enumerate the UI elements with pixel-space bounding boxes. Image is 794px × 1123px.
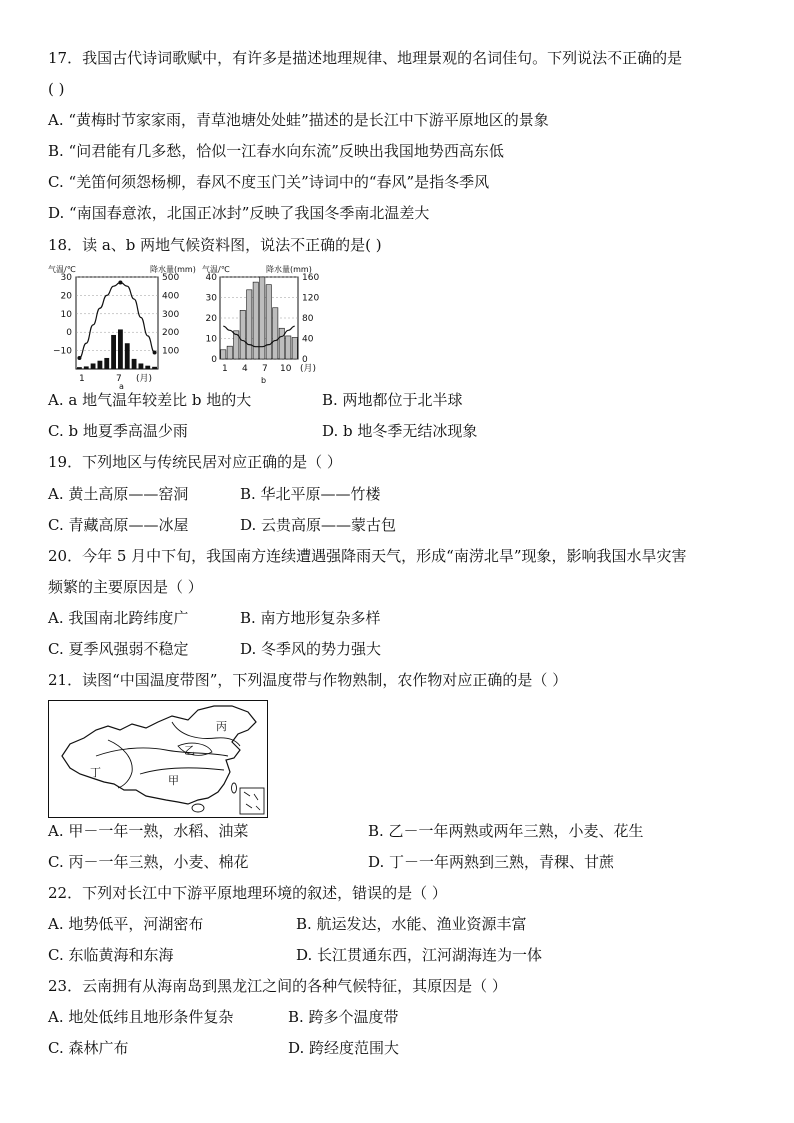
- q17-option-c: C. “羌笛何须怨杨柳，春风不度玉门关”诗词中的“春风”是指冬季风: [48, 173, 490, 191]
- q20-option-c: C. 夏季风强弱不稳定: [48, 640, 189, 658]
- chart-b-temp-axis-title: 气温/℃: [202, 265, 230, 274]
- chart-a-precip-tick: 200: [162, 328, 180, 339]
- q19-stem: 19．下列地区与传统民居对应正确的是（ ）: [48, 453, 342, 471]
- q17-stem-line2: ( ): [48, 80, 65, 98]
- map-label-jia: 甲: [168, 774, 179, 787]
- chart-a-precip-bar: [98, 361, 103, 369]
- chart-b-precip-tick: 120: [302, 293, 320, 304]
- chart-a-temp-point: [77, 356, 81, 360]
- chart-b-x-tick-10: 10: [280, 364, 292, 374]
- chart-a-precip-bar: [132, 359, 137, 369]
- chart-a-temp-point: [153, 350, 157, 354]
- chart-a-precip-tick: 100: [162, 346, 180, 357]
- q22-option-b: B. 航运发达，水能、渔业资源丰富: [296, 915, 527, 933]
- chart-a-precip-bar: [118, 329, 123, 369]
- q20-option-a: A. 我国南北跨纬度广: [48, 609, 189, 627]
- chart-b-precip-bar: [292, 337, 297, 359]
- chart-b-temp-tick: 40: [205, 273, 217, 283]
- south-china-sea-inset: [240, 788, 264, 814]
- q18-option-d: D. b 地冬季无结冰现象: [322, 422, 478, 440]
- chart-a-temp-point: [118, 281, 122, 285]
- chart-b-precip-bar: [266, 285, 271, 359]
- chart-b-precip-bar: [286, 336, 291, 359]
- chart-b-precip-bar: [240, 310, 245, 359]
- chart-a-precip-bar: [125, 343, 130, 369]
- chart-a-precip-bar: [145, 366, 150, 369]
- q18-option-a: A. a 地气温年较差比 b 地的大: [48, 391, 252, 409]
- q22-option-c: C. 东临黄海和东海: [48, 946, 174, 964]
- q18-option-b: B. 两地都位于北半球: [322, 391, 463, 409]
- q23-option-d: D. 跨经度范围大: [288, 1039, 400, 1057]
- climate-chart-a: [46, 263, 206, 391]
- map-label-bing: 丙: [216, 720, 227, 733]
- chart-b-precip-tick: 0: [302, 355, 308, 365]
- chart-b-x-tick-1: 1: [222, 364, 228, 374]
- q22-option-d: D. 长江贯通东西，江河湖海连为一体: [296, 946, 543, 964]
- q22-stem: 22．下列对长江中下游平原地理环境的叙述，错误的是（ ）: [48, 884, 447, 902]
- q20-stem-line1: 20．今年 5 月中下旬，我国南方连续遭遇强降雨天气，形成“南涝北旱”现象，影响我国水旱灾害: [48, 547, 687, 565]
- map-label-yi: 乙: [184, 744, 195, 757]
- chart-a-precip-bar: [152, 367, 157, 369]
- q21-option-d: D. 丁－一年两熟到三熟，青稞、甘蔗: [368, 853, 615, 871]
- chart-b-temp-tick: 30: [205, 293, 217, 304]
- chart-b-precip-bar: [273, 308, 278, 359]
- hainan-island: [192, 804, 204, 812]
- china-temperature-zone-map: [48, 700, 268, 818]
- q17-option-d: D. “南国春意浓，北国正冰封”反映了我国冬季南北温差大: [48, 204, 430, 222]
- chart-a-temperature-curve: [79, 283, 154, 358]
- q22-option-a: A. 地势低平，河湖密布: [48, 915, 204, 933]
- q19-option-d: D. 云贵高原——蒙古包: [240, 516, 397, 534]
- chart-b-label: b: [261, 376, 267, 385]
- q17-stem-line1: 17．我国古代诗词歌赋中，有许多是描述地理规律、地理景观的名词佳句。下列说法不正确的是: [48, 49, 683, 67]
- chart-a-x-unit: (月): [136, 374, 153, 384]
- q21-option-c: C. 丙－一年三熟，小麦、棉花: [48, 853, 249, 871]
- chart-a-precip-bar: [139, 363, 144, 369]
- chart-a-precip-tick: 400: [162, 291, 180, 302]
- chart-b-temp-tick: 20: [205, 314, 217, 324]
- q19-option-c: C. 青藏高原——冰屋: [48, 516, 189, 534]
- climate-chart-b: [200, 263, 340, 391]
- q23-option-c: C. 森林广布: [48, 1039, 129, 1057]
- chart-a-temp-axis-title: 气温/℃: [48, 265, 76, 274]
- q20-stem-line2: 频繁的主要原因是（ ）: [48, 578, 203, 596]
- chart-a-x-tick-1: 1: [79, 374, 85, 384]
- q17-option-b: B. “问君能有几多愁，恰似一江春水向东流”反映出我国地势西高东低: [48, 142, 504, 160]
- q23-stem: 23．云南拥有从海南岛到黑龙江之间的各种气候特征，其原因是（ ）: [48, 977, 507, 995]
- chart-b-precip-tick: 40: [302, 334, 314, 345]
- chart-a-temp-tick: −10: [53, 346, 72, 357]
- chart-a-precip-tick: 300: [162, 309, 180, 320]
- chart-a-precip-axis-title: 降水量(mm): [150, 265, 196, 274]
- q20-option-d: D. 冬季风的势力强大: [240, 640, 382, 658]
- chart-b-precip-bar: [279, 328, 284, 359]
- q19-option-b: B. 华北平原——竹楼: [240, 485, 381, 503]
- chart-b-temp-tick: 0: [211, 355, 217, 365]
- chart-b-precip-bar: [253, 282, 258, 359]
- chart-a-x-tick-7: 7: [116, 374, 122, 384]
- chart-b-x-tick-7: 7: [262, 364, 268, 374]
- q18-stem: 18．读 a、b 两地气候资料图，说法不正确的是( ): [48, 236, 382, 254]
- q17-option-a: A. “黄梅时节家家雨，青草池塘处处蛙”描述的是长江中下游平原地区的景象: [48, 111, 549, 129]
- chart-a-temp-tick: 10: [60, 309, 72, 320]
- chart-a-temp-tick: 20: [60, 291, 72, 302]
- chart-b-precip-bar: [247, 290, 252, 359]
- chart-a-precip-tick: 500: [162, 273, 180, 283]
- q23-option-a: A. 地处低纬且地形条件复杂: [48, 1008, 234, 1026]
- chart-a-label: a: [119, 382, 124, 391]
- q20-option-b: B. 南方地形复杂多样: [240, 609, 381, 627]
- chart-a-frame: [76, 277, 158, 369]
- map-label-ding: 丁: [90, 766, 101, 779]
- chart-b-precip-tick: 80: [302, 314, 314, 324]
- chart-b-precip-bar: [227, 346, 232, 359]
- chart-b-temp-tick: 10: [205, 334, 217, 345]
- chart-a-precip-bar: [77, 367, 82, 369]
- q21-stem: 21．读图“中国温度带图”，下列温度带与作物熟制，农作物对应正确的是（ ）: [48, 671, 568, 689]
- q21-option-a: A. 甲－一年一熟，水稻、油菜: [48, 822, 249, 840]
- chart-b-precip-tick: 160: [302, 273, 320, 283]
- chart-a-temp-tick: 30: [60, 273, 72, 283]
- chart-a-precip-bar: [91, 363, 96, 369]
- q19-option-a: A. 黄土高原——窑洞: [48, 485, 189, 503]
- q18-option-c: C. b 地夏季高温少雨: [48, 422, 188, 440]
- chart-b-precip-axis-title: 降水量(mm): [266, 265, 312, 274]
- taiwan-island: [232, 783, 237, 793]
- chart-b-x-tick-4: 4: [242, 364, 248, 374]
- chart-b-precip-bar: [221, 350, 226, 359]
- q21-option-b: B. 乙－一年两熟或两年三熟，小麦、花生: [368, 822, 644, 840]
- q23-option-b: B. 跨多个温度带: [288, 1008, 399, 1026]
- chart-a-precip-bar: [84, 366, 89, 369]
- chart-a-precip-bar: [104, 358, 109, 369]
- chart-b-x-unit: (月): [300, 364, 317, 374]
- chart-a-temp-tick: 0: [66, 328, 72, 339]
- chart-a-precip-bar: [111, 335, 116, 369]
